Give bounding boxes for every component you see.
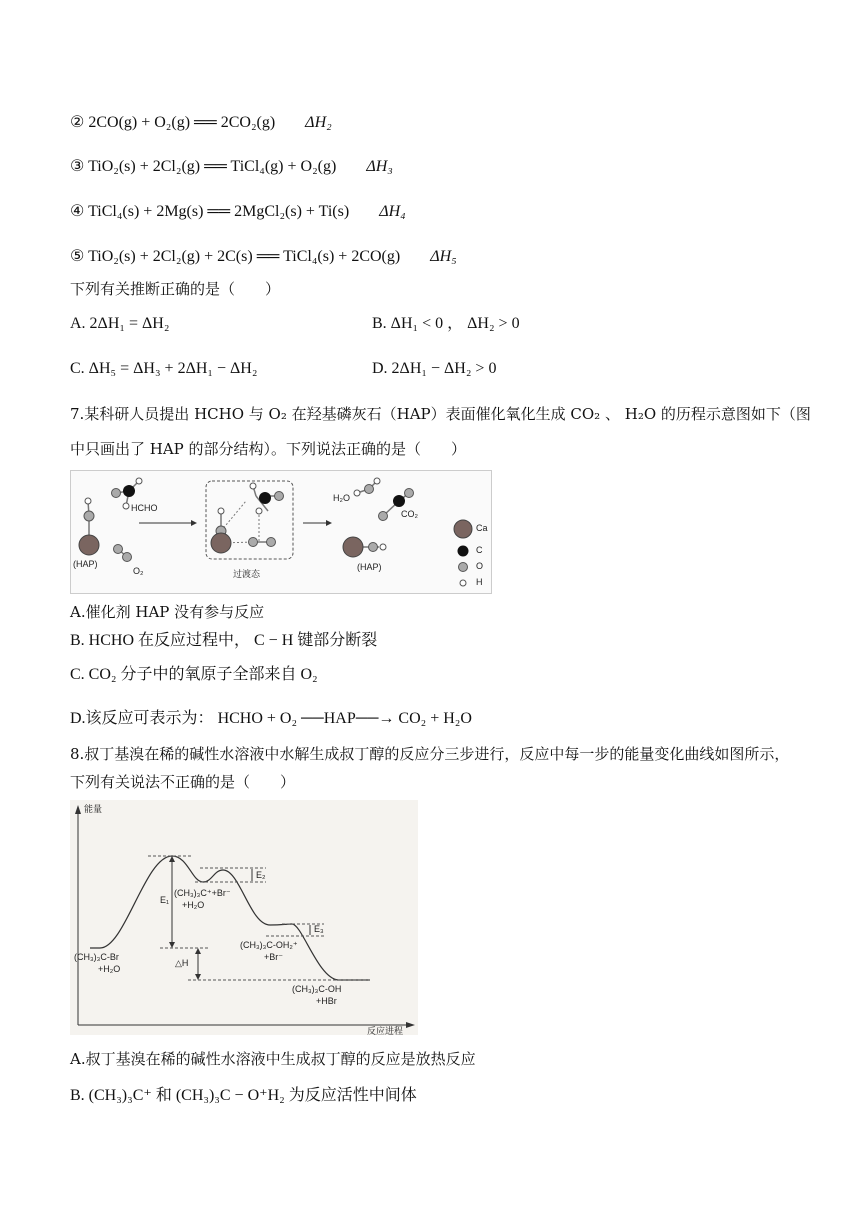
delta-h-label: △H bbox=[175, 958, 189, 968]
q6-option-d: D. 2ΔH₁ − ΔH₂ > 0 bbox=[372, 360, 497, 377]
enthalpy-label: ΔH₅ bbox=[430, 248, 457, 265]
energy-profile-figure bbox=[70, 800, 418, 1035]
h-atom bbox=[380, 544, 386, 550]
y-axis-label: 能量 bbox=[84, 805, 103, 815]
o-atom bbox=[123, 553, 132, 562]
o-atom bbox=[114, 545, 123, 554]
o-atom bbox=[365, 485, 374, 494]
legend-h-label: H bbox=[476, 577, 483, 587]
reactant-label-2: +H₂O bbox=[98, 964, 121, 974]
enthalpy-label: ΔH₄ bbox=[379, 203, 406, 220]
co2-label: CO₂ bbox=[401, 509, 418, 519]
q7-stem-line2: 中只画出了 HAP 的部分结构）。下列说法正确的是（ ） bbox=[70, 440, 467, 458]
reactant-label: (CH₃)₃C-Br bbox=[74, 952, 119, 962]
legend-ca-label: Ca bbox=[476, 523, 488, 533]
c-atom bbox=[123, 485, 135, 497]
enthalpy-label: ΔH₂ bbox=[305, 114, 332, 131]
h-atom bbox=[218, 508, 224, 514]
o-atom bbox=[369, 543, 378, 552]
h-atom bbox=[123, 503, 129, 509]
o-atom bbox=[405, 489, 414, 498]
legend-o-swatch bbox=[459, 563, 468, 572]
h-atom bbox=[354, 490, 360, 496]
product-label: (CH₃)₃C-OH bbox=[292, 984, 342, 994]
equation-text: TiO₂(s) + 2Cl₂(g) ══ TiCl₄(g) + O₂(g) bbox=[88, 158, 337, 175]
hcho-label: HCHO bbox=[131, 503, 158, 513]
hap-right-label: (HAP) bbox=[357, 562, 382, 572]
q7-option-b: B. HCHO 在反应过程中， C − H 键部分断裂 bbox=[70, 632, 378, 649]
energy-profile-diagram bbox=[70, 800, 418, 1035]
h-atom bbox=[374, 478, 380, 484]
e1-label: E₁ bbox=[160, 895, 170, 905]
equation-number: ⑤ bbox=[70, 248, 85, 265]
intermediate1-label: (CH₃)₃C⁺+Br⁻ bbox=[174, 888, 231, 898]
q7-option-d bbox=[70, 708, 472, 730]
hap-mechanism-figure bbox=[70, 470, 492, 594]
equation-4 bbox=[70, 201, 406, 223]
legend-o-label: O bbox=[476, 561, 484, 571]
intermediate2-label-2: +Br⁻ bbox=[264, 952, 284, 962]
q8-stem-line1: 8.叔丁基溴在稀的碱性水溶液中水解生成叔丁醇的反应分三步进行，反应中每一步的能量变化曲线如图所示， bbox=[70, 745, 790, 763]
equation-3 bbox=[70, 156, 393, 178]
equation-text: TiO₂(s) + 2Cl₂(g) + 2C(s) ══ TiCl₄(s) + 2CO(g) bbox=[88, 248, 401, 265]
q7-option-d-prefix: D.该反应可表示为： bbox=[70, 710, 214, 727]
hap-left-label: (HAP) bbox=[73, 559, 98, 569]
q6-prompt: 下列有关推断正确的是（ ） bbox=[70, 280, 281, 298]
c-atom bbox=[393, 495, 405, 507]
q8-stem-line2: 下列有关说法不正确的是（ ） bbox=[70, 773, 296, 791]
e2-label: E₂ bbox=[256, 870, 266, 880]
x-axis-label: 反应进程 bbox=[367, 1027, 404, 1037]
e3-label: E₃ bbox=[314, 924, 324, 934]
o2-label: O₂ bbox=[133, 566, 144, 576]
legend-c-label: C bbox=[476, 545, 483, 555]
o-atom bbox=[249, 538, 258, 547]
energy-curve bbox=[90, 856, 370, 980]
legend-c-swatch bbox=[458, 546, 469, 557]
equation-number: ④ bbox=[70, 203, 85, 220]
q6-option-c: C. ΔH₅ = ΔH₃ + 2ΔH₁ − ΔH₂ bbox=[70, 360, 258, 377]
equation-number: ② bbox=[70, 114, 85, 131]
h2o-label: H₂O bbox=[333, 493, 350, 503]
ca-atom bbox=[79, 535, 99, 555]
o-atom bbox=[84, 511, 94, 521]
q6-option-b: B. ΔH₁ < 0 ， ΔH₂ > 0 bbox=[372, 315, 520, 332]
o-atom bbox=[275, 492, 284, 501]
equation-text: TiCl₄(s) + 2Mg(s) ══ 2MgCl₂(s) + Ti(s) bbox=[88, 203, 350, 220]
c-atom bbox=[259, 492, 271, 504]
equation-5 bbox=[70, 246, 457, 268]
ca-atom bbox=[343, 537, 363, 557]
h-atom bbox=[256, 508, 262, 514]
equation-number: ③ bbox=[70, 158, 85, 175]
legend-ca-swatch bbox=[454, 520, 472, 538]
q7-option-c: C. CO₂ 分子中的氧原子全部来自 O₂ bbox=[70, 666, 318, 683]
equation-2 bbox=[70, 112, 332, 134]
q8-option-a: A.叔丁基溴在稀的碱性水溶液中生成叔丁醇的反应是放热反应 bbox=[70, 1050, 476, 1068]
o-atom bbox=[112, 489, 121, 498]
equation-text: 2CO(g) + O₂(g) ══ 2CO₂(g) bbox=[88, 114, 276, 131]
enthalpy-label: ΔH₃ bbox=[366, 158, 393, 175]
transition-state-label: 过渡态 bbox=[233, 570, 261, 580]
h-atom bbox=[136, 478, 142, 484]
h-atom bbox=[250, 483, 256, 489]
o-atom bbox=[379, 512, 388, 521]
intermediate2-label: (CH₃)₃C-OH₂⁺ bbox=[240, 940, 298, 950]
legend-h-swatch bbox=[460, 580, 466, 586]
intermediate1-label-2: +H₂O bbox=[182, 900, 205, 910]
product-label-2: +HBr bbox=[316, 996, 337, 1006]
q7-stem-line1: 7.某科研人员提出 HCHO 与 O₂ 在羟基磷灰石（HAP）表面催化氧化生成 CO₂ 、 H₂O 的历程示意图如下（图 bbox=[70, 405, 811, 423]
h-atom bbox=[85, 498, 91, 504]
q7-option-a: A.催化剂 HAP 没有参与反应 bbox=[70, 603, 265, 621]
q8-option-b: B. (CH₃)₃C⁺ 和 (CH₃)₃C − O⁺H₂ 为反应活性中间体 bbox=[70, 1087, 417, 1104]
q7-option-d-equation: HCHO + O₂ ──HAP──→ CO₂ + H₂O bbox=[217, 710, 472, 727]
o-atom bbox=[267, 538, 276, 547]
ca-atom bbox=[211, 533, 231, 553]
q6-option-a: A. 2ΔH₁ = ΔH₂ bbox=[70, 315, 170, 332]
